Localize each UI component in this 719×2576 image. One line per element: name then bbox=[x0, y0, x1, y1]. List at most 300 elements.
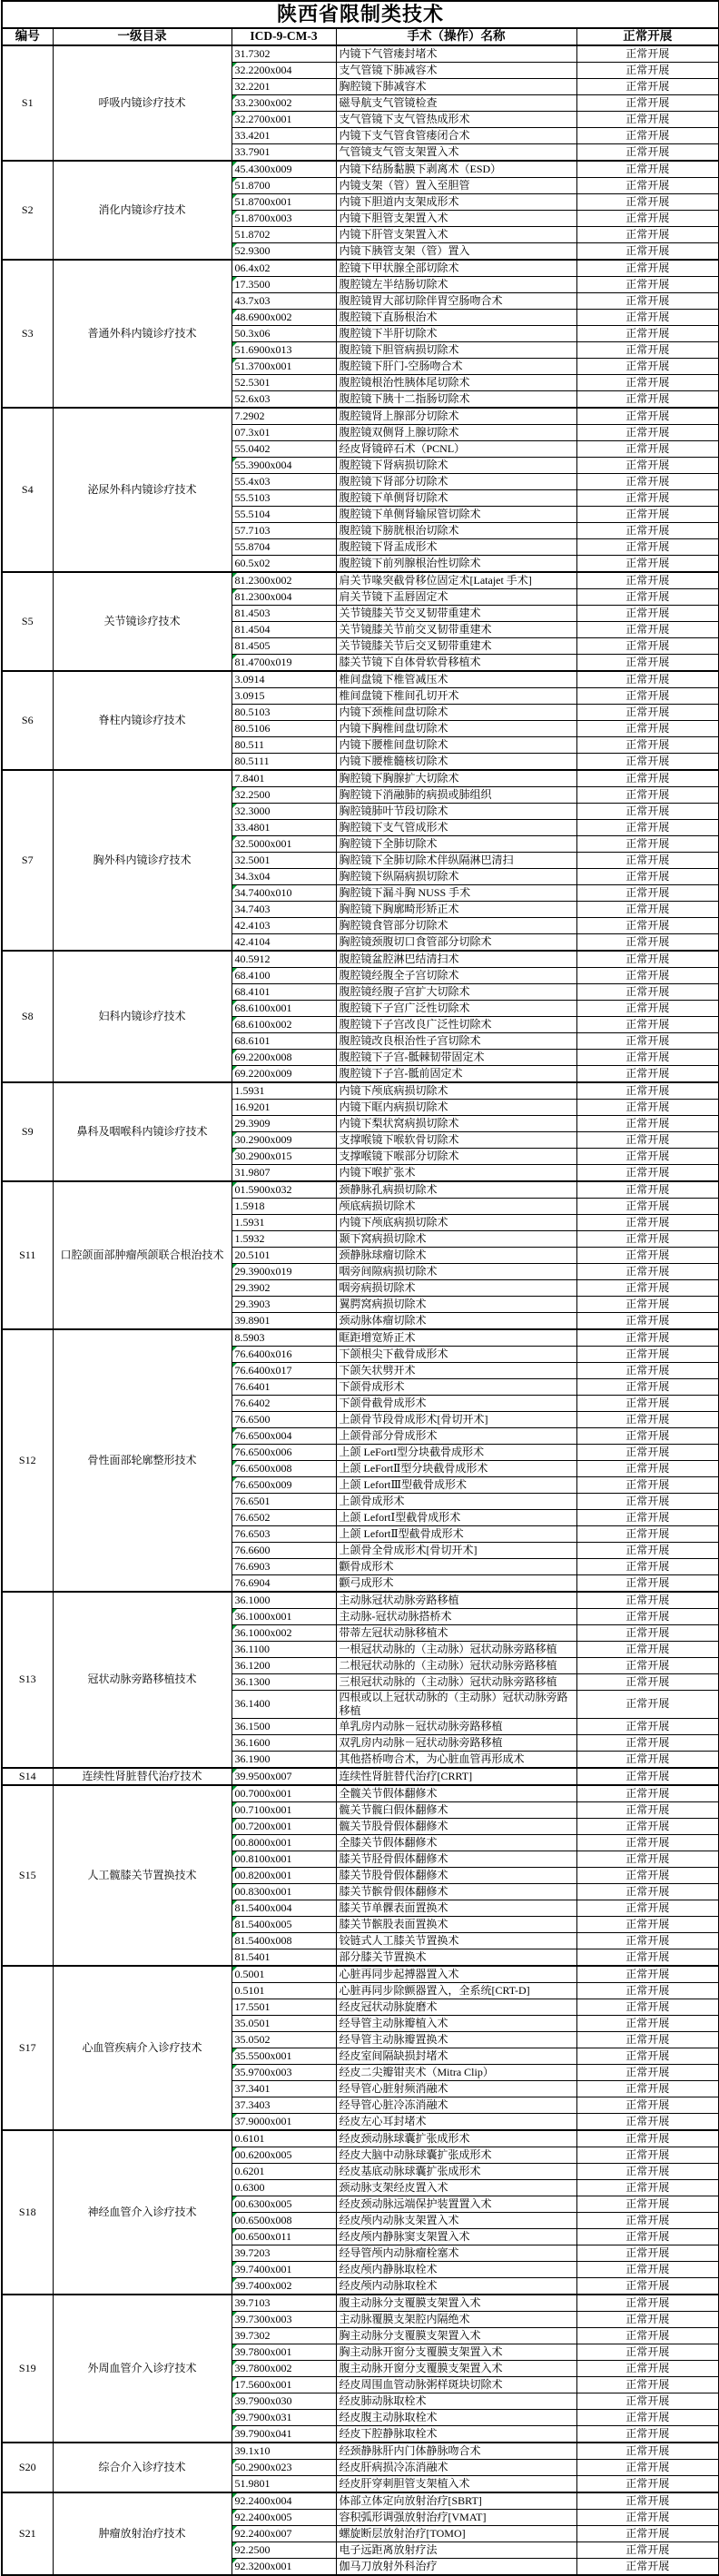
procedure-name-cell: 主动脉覆膜支架腔内隔绝术 bbox=[336, 2311, 576, 2327]
procedure-name-cell: 胸腔镜肺叶节段切除术 bbox=[336, 803, 576, 819]
text-format-flag-icon bbox=[232, 1967, 237, 1971]
status-cell: 正常开展 bbox=[576, 2509, 719, 2525]
status-cell: 正常开展 bbox=[576, 1296, 719, 1312]
procedure-name-cell: 胸腔镜下全肺切除术伴纵隔淋巴清扫 bbox=[336, 852, 576, 868]
category-cell: 胸外科内镜诊疗技术 bbox=[53, 770, 231, 951]
restricted-tech-table bbox=[1, 0, 719, 2576]
text-format-flag-icon bbox=[232, 1182, 237, 1187]
procedure-name-cell: 经皮基底动脉球囊扩张成形术 bbox=[336, 2163, 576, 2179]
procedure-name-cell: 内镜下腰椎髓核切除术 bbox=[336, 753, 576, 770]
icd-code-cell: 92.2500 bbox=[231, 2541, 336, 2558]
status-cell: 正常开展 bbox=[576, 1444, 719, 1460]
procedure-name-cell: 内镜下腰椎间盘切除术 bbox=[336, 736, 576, 753]
status-cell: 正常开展 bbox=[576, 177, 719, 193]
table-row bbox=[2, 1785, 719, 1802]
procedure-name-cell: 内镜下支气管食管瘘闭合术 bbox=[336, 127, 576, 143]
status-cell: 正常开展 bbox=[576, 309, 719, 325]
procedure-name-cell: 内镜下胰管支架（管）置入 bbox=[336, 242, 576, 260]
procedure-name-cell: 内镜下颈椎间盘切除术 bbox=[336, 704, 576, 720]
category-cell: 心血管疾病介入诊疗技术 bbox=[53, 1966, 231, 2130]
table-row bbox=[2, 1592, 719, 1609]
icd-code-cell: 31.7302 bbox=[231, 45, 336, 63]
icd-code-cell: 39.7300x003 bbox=[231, 2311, 336, 2327]
text-format-flag-icon bbox=[232, 458, 237, 462]
status-cell: 正常开展 bbox=[576, 1558, 719, 1574]
icd-code-cell: 36.1200 bbox=[231, 1657, 336, 1673]
section-id-cell: S18 bbox=[2, 2130, 53, 2295]
icd-code-cell: 35.0501 bbox=[231, 2015, 336, 2031]
procedure-name-cell: 经导管主动脉瓣植入术 bbox=[336, 2015, 576, 2031]
status-cell: 正常开展 bbox=[576, 1164, 719, 1181]
icd-code-cell: 76.6401 bbox=[231, 1378, 336, 1395]
status-cell: 正常开展 bbox=[576, 424, 719, 440]
status-cell: 正常开展 bbox=[576, 2064, 719, 2080]
text-format-flag-icon bbox=[232, 194, 237, 199]
icd-code-cell: 16.9201 bbox=[231, 1099, 336, 1115]
procedure-name-cell: 腹腔镜双侧肾上腺切除术 bbox=[336, 424, 576, 440]
procedure-name-cell: 下颌骨成形术 bbox=[336, 1378, 576, 1395]
procedure-name-cell: 一根冠状动脉的（主动脉）冠状动脉旁路移植 bbox=[336, 1641, 576, 1657]
procedure-name-cell: 经皮左心耳封堵术 bbox=[336, 2113, 576, 2130]
procedure-name-cell: 经皮下腔静脉取栓术 bbox=[336, 2425, 576, 2443]
table-row bbox=[2, 1768, 719, 1785]
status-cell: 正常开展 bbox=[576, 390, 719, 408]
status-cell: 正常开展 bbox=[576, 1768, 719, 1785]
procedure-name-cell: 经皮颅内静脉窦支架置入术 bbox=[336, 2228, 576, 2245]
icd-code-cell: 45.4300x009 bbox=[231, 161, 336, 178]
text-format-flag-icon bbox=[232, 804, 237, 808]
status-cell: 正常开展 bbox=[576, 522, 719, 538]
text-format-flag-icon bbox=[232, 243, 237, 248]
icd-code-cell: 39.9500x007 bbox=[231, 1768, 336, 1785]
procedure-name-cell: 胸腔镜颈腹切口食管部分切除术 bbox=[336, 933, 576, 951]
section-id-cell: S13 bbox=[2, 1592, 53, 1768]
status-cell: 正常开展 bbox=[576, 193, 719, 210]
procedure-name-cell: 支撑喉镜下喉软骨切除术 bbox=[336, 1131, 576, 1148]
procedure-name-cell: 眶距增宽矫正术 bbox=[336, 1329, 576, 1347]
procedure-name-cell: 关节镜膝关节交叉韧带重建术 bbox=[336, 605, 576, 621]
status-cell: 正常开展 bbox=[576, 161, 719, 178]
icd-code-cell: 81.2300x004 bbox=[231, 588, 336, 605]
icd-code-cell: 55.0402 bbox=[231, 440, 336, 457]
procedure-name-cell: 全膝关节假体翻修术 bbox=[336, 1834, 576, 1851]
status-cell: 正常开展 bbox=[576, 2541, 719, 2558]
procedure-name-cell: 经皮室间隔缺损封堵术 bbox=[336, 2048, 576, 2064]
table-row bbox=[2, 770, 719, 787]
icd-code-cell: 7.2902 bbox=[231, 408, 336, 425]
procedure-name-cell: 腹腔镜下胰十二指肠切除术 bbox=[336, 390, 576, 408]
procedure-name-cell: 支撑喉镜下喉部分切除术 bbox=[336, 1148, 576, 1164]
icd-code-cell: 92.2400x007 bbox=[231, 2525, 336, 2541]
icd-code-cell: 50.2900x023 bbox=[231, 2459, 336, 2475]
category-cell: 人工髋膝关节置换技术 bbox=[53, 1785, 231, 1966]
category-cell: 泌尿外科内镜诊疗技术 bbox=[53, 408, 231, 572]
icd-code-cell: 39.7800x002 bbox=[231, 2360, 336, 2376]
status-cell: 正常开展 bbox=[576, 1065, 719, 1082]
procedure-name-cell: 连续性肾脏替代治疗[CRRT] bbox=[336, 1768, 576, 1785]
procedure-name-cell: 椎间盘镜下椎间孔切开术 bbox=[336, 687, 576, 704]
status-cell: 正常开展 bbox=[576, 2097, 719, 2113]
status-cell: 正常开展 bbox=[576, 687, 719, 704]
status-cell: 正常开展 bbox=[576, 260, 719, 277]
col-header-category: 一级目录 bbox=[53, 28, 231, 45]
icd-code-cell: 35.0502 bbox=[231, 2031, 336, 2048]
status-cell: 正常开展 bbox=[576, 1279, 719, 1296]
status-cell: 正常开展 bbox=[576, 2492, 719, 2510]
status-cell: 正常开展 bbox=[576, 2130, 719, 2147]
procedure-name-cell: 颈静脉球瘤切除术 bbox=[336, 1247, 576, 1263]
procedure-name-cell: 磁导航支气管镜检查 bbox=[336, 94, 576, 111]
procedure-name-cell: 腹腔镜下子宫广泛性切除术 bbox=[336, 1000, 576, 1016]
procedure-name-cell: 颅底病损切除术 bbox=[336, 1198, 576, 1214]
icd-code-cell: 36.1500 bbox=[231, 1718, 336, 1734]
status-cell: 正常开展 bbox=[576, 1574, 719, 1592]
icd-code-cell: 81.5400x008 bbox=[231, 1932, 336, 1949]
status-cell: 正常开展 bbox=[576, 1592, 719, 1609]
icd-code-cell: 32.2700x001 bbox=[231, 111, 336, 127]
text-format-flag-icon bbox=[232, 2410, 237, 2414]
procedure-name-cell: 颈静脉孔病损切除术 bbox=[336, 1181, 576, 1199]
icd-code-cell: 55.4x03 bbox=[231, 473, 336, 489]
procedure-name-cell: 经皮腹主动脉取栓术 bbox=[336, 2409, 576, 2425]
icd-code-cell: 39.7203 bbox=[231, 2245, 336, 2261]
category-cell: 口腔颌面部肿瘤颅颌联合根治技术 bbox=[53, 1181, 231, 1329]
category-cell: 综合介入诊疗技术 bbox=[53, 2443, 231, 2492]
icd-code-cell: 34.7403 bbox=[231, 901, 336, 917]
icd-code-cell: 76.6903 bbox=[231, 1558, 336, 1574]
procedure-name-cell: 内镜下胆管支架置入术 bbox=[336, 210, 576, 226]
text-format-flag-icon bbox=[232, 112, 237, 116]
procedure-name-cell: 经皮肾镜碎石术（PCNL） bbox=[336, 440, 576, 457]
status-cell: 正常开展 bbox=[576, 2245, 719, 2261]
icd-code-cell: 76.6500x008 bbox=[231, 1460, 336, 1476]
status-cell: 正常开展 bbox=[576, 1785, 719, 1802]
status-cell: 正常开展 bbox=[576, 654, 719, 671]
icd-code-cell: 32.3000 bbox=[231, 803, 336, 819]
text-format-flag-icon bbox=[232, 885, 237, 890]
icd-code-cell: 17.3500 bbox=[231, 276, 336, 292]
status-cell: 正常开展 bbox=[576, 1624, 719, 1641]
procedure-name-cell: 胸腔镜下纵隔病损切除术 bbox=[336, 868, 576, 884]
text-format-flag-icon bbox=[232, 1900, 237, 1905]
icd-code-cell: 07.3x01 bbox=[231, 424, 336, 440]
status-cell: 正常开展 bbox=[576, 94, 719, 111]
procedure-name-cell: 经皮大脑中动脉球囊扩张成形术 bbox=[336, 2147, 576, 2163]
status-cell: 正常开展 bbox=[576, 1378, 719, 1395]
icd-code-cell: 3.0914 bbox=[231, 671, 336, 688]
procedure-name-cell: 上颌 LefortⅠ型截骨成形术 bbox=[336, 1509, 576, 1525]
icd-code-cell: 8.5903 bbox=[231, 1329, 336, 1347]
icd-code-cell: 36.1300 bbox=[231, 1673, 336, 1690]
status-cell: 正常开展 bbox=[576, 1016, 719, 1032]
procedure-name-cell: 上颌骨部分骨成形术 bbox=[336, 1427, 576, 1444]
status-cell: 正常开展 bbox=[576, 1818, 719, 1834]
icd-code-cell: 39.7900x041 bbox=[231, 2425, 336, 2443]
procedure-name-cell: 上颌骨节段骨成形术[骨切开术] bbox=[336, 1411, 576, 1427]
icd-code-cell: 42.4103 bbox=[231, 917, 336, 933]
procedure-name-cell: 膝关节单髁表面置换术 bbox=[336, 1900, 576, 1916]
text-format-flag-icon bbox=[232, 1066, 237, 1071]
status-cell: 正常开展 bbox=[576, 226, 719, 242]
procedure-name-cell: 髋关节髋臼假体翻修术 bbox=[336, 1801, 576, 1818]
icd-code-cell: 29.3909 bbox=[231, 1115, 336, 1131]
icd-code-cell: 60.5x02 bbox=[231, 555, 336, 572]
table-row bbox=[2, 1966, 719, 1983]
procedure-name-cell: 腹腔镜经腹全子宫切除术 bbox=[336, 967, 576, 983]
col-header-status: 正常开展 bbox=[576, 28, 719, 45]
icd-code-cell: 37.3401 bbox=[231, 2080, 336, 2097]
icd-code-cell: 68.4100 bbox=[231, 967, 336, 983]
icd-code-cell: 35.5500x001 bbox=[231, 2048, 336, 2064]
status-cell: 正常开展 bbox=[576, 506, 719, 522]
status-cell: 正常开展 bbox=[576, 292, 719, 309]
procedure-name-cell: 体部立体定向放射治疗[SBRT] bbox=[336, 2492, 576, 2510]
status-cell: 正常开展 bbox=[576, 983, 719, 1000]
procedure-name-cell: 伽马刀放射外科治疗 bbox=[336, 2558, 576, 2575]
table-row bbox=[2, 1329, 719, 1347]
status-cell: 正常开展 bbox=[576, 1099, 719, 1115]
text-format-flag-icon bbox=[232, 968, 237, 972]
text-format-flag-icon bbox=[232, 2393, 237, 2398]
icd-code-cell: 39.7800x001 bbox=[231, 2344, 336, 2360]
status-cell: 正常开展 bbox=[576, 1395, 719, 1411]
procedure-name-cell: 腹腔镜下单侧肾输尿管切除术 bbox=[336, 506, 576, 522]
status-cell: 正常开展 bbox=[576, 2295, 719, 2312]
icd-code-cell: 43.7x03 bbox=[231, 292, 336, 309]
text-format-flag-icon bbox=[232, 1802, 237, 1807]
text-format-flag-icon bbox=[232, 178, 237, 183]
icd-code-cell: 52.5301 bbox=[231, 374, 336, 390]
icd-code-cell: 39.8901 bbox=[231, 1312, 336, 1329]
procedure-name-cell: 胸腔镜下消融肺的病损或肺组织 bbox=[336, 786, 576, 803]
status-cell: 正常开展 bbox=[576, 852, 719, 868]
icd-code-cell: 1.5932 bbox=[231, 1230, 336, 1247]
text-format-flag-icon bbox=[232, 2065, 237, 2069]
text-format-flag-icon bbox=[232, 1786, 237, 1791]
procedure-name-cell: 颈动脉体瘤切除术 bbox=[336, 1312, 576, 1329]
procedure-name-cell: 单乳房内动脉－冠状动脉旁路移植 bbox=[336, 1718, 576, 1734]
status-cell: 正常开展 bbox=[576, 457, 719, 473]
status-cell: 正常开展 bbox=[576, 2048, 719, 2064]
icd-code-cell: 81.4505 bbox=[231, 637, 336, 654]
icd-code-cell: 33.2300x002 bbox=[231, 94, 336, 111]
status-cell: 正常开展 bbox=[576, 753, 719, 770]
section-id-cell: S2 bbox=[2, 161, 53, 260]
procedure-name-cell: 颞下窝病损切除术 bbox=[336, 1230, 576, 1247]
icd-code-cell: 92.3200x001 bbox=[231, 2558, 336, 2575]
procedure-name-cell: 经皮颅内动脉取栓术 bbox=[336, 2277, 576, 2295]
status-cell: 正常开展 bbox=[576, 671, 719, 688]
status-cell: 正常开展 bbox=[576, 45, 719, 63]
text-format-flag-icon bbox=[232, 1868, 237, 1872]
icd-code-cell: 29.3900x019 bbox=[231, 1263, 336, 1279]
icd-code-cell: 20.5101 bbox=[231, 1247, 336, 1263]
col-header-procedure: 手术（操作）名称 bbox=[336, 28, 576, 45]
status-cell: 正常开展 bbox=[576, 770, 719, 787]
procedure-name-cell: 上颌 LeFortⅡ型分块截骨成形术 bbox=[336, 1460, 576, 1476]
status-cell: 正常开展 bbox=[576, 1542, 719, 1558]
procedure-name-cell: 经皮肺动脉取栓术 bbox=[336, 2393, 576, 2409]
icd-code-cell: 00.8000x001 bbox=[231, 1834, 336, 1851]
procedure-name-cell: 腹腔镜下胆管病损切除术 bbox=[336, 341, 576, 358]
table-body bbox=[2, 45, 719, 2575]
icd-code-cell: 0.5101 bbox=[231, 1982, 336, 1999]
status-cell: 正常开展 bbox=[576, 538, 719, 555]
table-row bbox=[2, 1181, 719, 1199]
icd-code-cell: 57.7103 bbox=[231, 522, 336, 538]
icd-code-cell: 17.5600x001 bbox=[231, 2376, 336, 2393]
category-cell: 妇科内镜诊疗技术 bbox=[53, 951, 231, 1082]
icd-code-cell: 81.5400x005 bbox=[231, 1916, 336, 1932]
procedure-name-cell: 腹腔镜下半肝切除术 bbox=[336, 325, 576, 341]
col-header-icd: ICD-9-CM-3 bbox=[231, 28, 336, 45]
status-cell: 正常开展 bbox=[576, 555, 719, 572]
section-id-cell: S4 bbox=[2, 408, 53, 572]
procedure-name-cell: 腔镜下甲状腺全部切除术 bbox=[336, 260, 576, 277]
text-format-flag-icon bbox=[232, 1884, 237, 1889]
text-format-flag-icon bbox=[232, 1819, 237, 1823]
status-cell: 正常开展 bbox=[576, 1476, 719, 1493]
procedure-name-cell: 内镜支架（管）置入至胆管 bbox=[336, 177, 576, 193]
procedure-name-cell: 二根冠状动脉的（主动脉）冠状动脉旁路移植 bbox=[336, 1657, 576, 1673]
table-row bbox=[2, 2492, 719, 2510]
status-cell: 正常开展 bbox=[576, 1411, 719, 1427]
status-cell: 正常开展 bbox=[576, 1247, 719, 1263]
status-cell: 正常开展 bbox=[576, 408, 719, 425]
status-cell: 正常开展 bbox=[576, 1690, 719, 1718]
icd-code-cell: 76.6502 bbox=[231, 1509, 336, 1525]
status-cell: 正常开展 bbox=[576, 1032, 719, 1049]
status-cell: 正常开展 bbox=[576, 786, 719, 803]
icd-code-cell: 3.0915 bbox=[231, 687, 336, 704]
text-format-flag-icon bbox=[232, 1264, 237, 1268]
text-format-flag-icon bbox=[232, 1428, 237, 1433]
icd-code-cell: 17.5501 bbox=[231, 1999, 336, 2015]
status-cell: 正常开展 bbox=[576, 901, 719, 917]
procedure-name-cell: 内镜下眶内病损切除术 bbox=[336, 1099, 576, 1115]
status-cell: 正常开展 bbox=[576, 473, 719, 489]
procedure-name-cell: 电子远距离放射疗法 bbox=[336, 2541, 576, 2558]
status-cell: 正常开展 bbox=[576, 1673, 719, 1690]
procedure-name-cell: 胸腔镜下漏斗胸 NUSS 手术 bbox=[336, 884, 576, 901]
icd-code-cell: 55.5104 bbox=[231, 506, 336, 522]
text-format-flag-icon bbox=[232, 2196, 237, 2201]
status-cell: 正常开展 bbox=[576, 1509, 719, 1525]
icd-code-cell: 33.7901 bbox=[231, 143, 336, 161]
icd-code-cell: 76.6402 bbox=[231, 1395, 336, 1411]
icd-code-cell: 76.6500x009 bbox=[231, 1476, 336, 1493]
status-cell: 正常开展 bbox=[576, 588, 719, 605]
icd-code-cell: 51.8700x001 bbox=[231, 193, 336, 210]
procedure-name-cell: 关节镜膝关节后交叉韧带重建术 bbox=[336, 637, 576, 654]
icd-code-cell: 51.8700x003 bbox=[231, 210, 336, 226]
icd-code-cell: 51.6900x013 bbox=[231, 341, 336, 358]
status-cell: 正常开展 bbox=[576, 210, 719, 226]
procedure-name-cell: 腹腔镜下肝门-空肠吻合术 bbox=[336, 358, 576, 374]
status-cell: 正常开展 bbox=[576, 2196, 719, 2212]
icd-code-cell: 76.6600 bbox=[231, 1542, 336, 1558]
text-format-flag-icon bbox=[232, 310, 237, 314]
text-format-flag-icon bbox=[232, 2460, 237, 2464]
procedure-name-cell: 膝关节胫骨假体翻修术 bbox=[336, 1851, 576, 1867]
icd-code-cell: 76.6500x006 bbox=[231, 1444, 336, 1460]
procedure-name-cell: 内镜下颅底病损切除术 bbox=[336, 1214, 576, 1230]
text-format-flag-icon bbox=[232, 359, 237, 363]
icd-code-cell: 39.1x10 bbox=[231, 2443, 336, 2460]
icd-code-cell: 33.4801 bbox=[231, 819, 336, 835]
icd-code-cell: 55.5103 bbox=[231, 489, 336, 506]
category-cell: 外周血管介入诊疗技术 bbox=[53, 2295, 231, 2443]
table-row bbox=[2, 2295, 719, 2312]
status-cell: 正常开展 bbox=[576, 1657, 719, 1673]
icd-code-cell: 36.1000 bbox=[231, 1592, 336, 1609]
text-format-flag-icon bbox=[232, 2542, 237, 2547]
section-id-cell: S17 bbox=[2, 1966, 53, 2130]
procedure-name-cell: 部分膝关节置换术 bbox=[336, 1949, 576, 1966]
status-cell: 正常开展 bbox=[576, 637, 719, 654]
text-format-flag-icon bbox=[232, 2114, 237, 2118]
text-format-flag-icon bbox=[232, 2377, 237, 2382]
category-cell: 呼吸内镜诊疗技术 bbox=[53, 45, 231, 161]
text-format-flag-icon bbox=[232, 573, 237, 577]
icd-code-cell: 76.6500 bbox=[231, 1411, 336, 1427]
status-cell: 正常开展 bbox=[576, 1718, 719, 1734]
text-format-flag-icon bbox=[232, 2493, 237, 2498]
procedure-name-cell: 胸主动脉开窗分支覆膜支架置入术 bbox=[336, 2344, 576, 2360]
procedure-name-cell: 腹腔镜根治性胰体尾切除术 bbox=[336, 374, 576, 390]
table-row bbox=[2, 572, 719, 589]
icd-code-cell: 76.6500x004 bbox=[231, 1427, 336, 1444]
procedure-name-cell: 胸腔镜下胸廓畸形矫正术 bbox=[336, 901, 576, 917]
icd-code-cell: 32.2200x004 bbox=[231, 62, 336, 78]
text-format-flag-icon bbox=[232, 1769, 237, 1773]
procedure-name-cell: 肩关节镜下盂唇固定术 bbox=[336, 588, 576, 605]
section-id-cell: S7 bbox=[2, 770, 53, 951]
status-cell: 正常开展 bbox=[576, 1999, 719, 2015]
icd-code-cell: 00.6200x005 bbox=[231, 2147, 336, 2163]
text-format-flag-icon bbox=[232, 2426, 237, 2431]
icd-code-cell: 48.6900x002 bbox=[231, 309, 336, 325]
icd-code-cell: 31.9807 bbox=[231, 1164, 336, 1181]
status-cell: 正常开展 bbox=[576, 2015, 719, 2031]
procedure-name-cell: 翼腭窝病损切除术 bbox=[336, 1296, 576, 1312]
section-id-cell: S3 bbox=[2, 260, 53, 408]
icd-code-cell: 68.6100x001 bbox=[231, 1000, 336, 1016]
status-cell: 正常开展 bbox=[576, 835, 719, 852]
icd-code-cell: 52.9300 bbox=[231, 242, 336, 260]
icd-code-cell: 81.5400x004 bbox=[231, 1900, 336, 1916]
section-id-cell: S21 bbox=[2, 2492, 53, 2575]
status-cell: 正常开展 bbox=[576, 1214, 719, 1230]
icd-code-cell: 00.6300x005 bbox=[231, 2196, 336, 2212]
status-cell: 正常开展 bbox=[576, 621, 719, 637]
procedure-name-cell: 经皮二尖瓣钳夹术（Mitra Clip） bbox=[336, 2064, 576, 2080]
icd-code-cell: 76.6904 bbox=[231, 1574, 336, 1592]
procedure-name-cell: 上颌 LefortⅡ型截骨成形术 bbox=[336, 1525, 576, 1542]
category-cell: 连续性肾脏替代治疗技术 bbox=[53, 1768, 231, 1785]
icd-code-cell: 68.4101 bbox=[231, 983, 336, 1000]
icd-code-cell: 68.6101 bbox=[231, 1032, 336, 1049]
icd-code-cell: 36.1100 bbox=[231, 1641, 336, 1657]
status-cell: 正常开展 bbox=[576, 127, 719, 143]
procedure-name-cell: 腹腔镜下子宫改良广泛性切除术 bbox=[336, 1016, 576, 1032]
status-cell: 正常开展 bbox=[576, 736, 719, 753]
status-cell: 正常开展 bbox=[576, 1181, 719, 1199]
procedure-name-cell: 内镜下肝管支架置入术 bbox=[336, 226, 576, 242]
text-format-flag-icon bbox=[232, 342, 237, 347]
status-cell: 正常开展 bbox=[576, 1263, 719, 1279]
status-cell: 正常开展 bbox=[576, 1115, 719, 1131]
